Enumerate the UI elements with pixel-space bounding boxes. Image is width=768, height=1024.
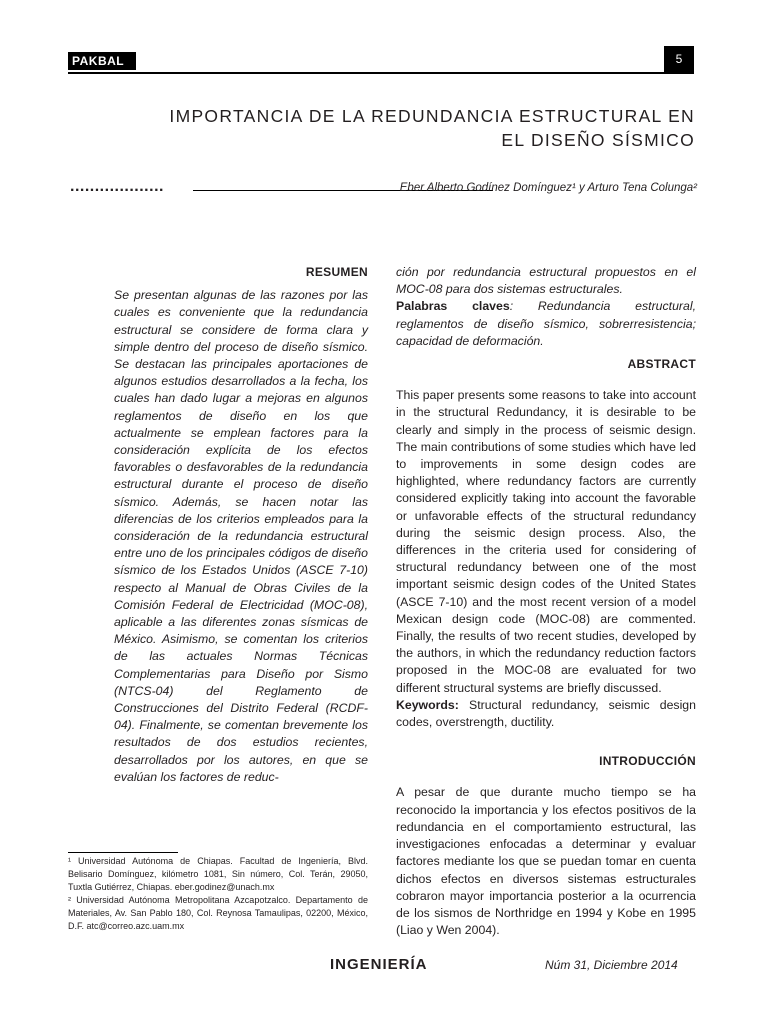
footnote-2: ² Universidad Autónoma Metropolitana Azcapotzalco. Departamento de Materiales, Av. San Pablo 180, Col. Reynosa Tamaulipas, 02200, México, D.F. atc@correo.azc.uam.mx (68, 895, 368, 931)
introduccion-heading: INTRODUCCIÓN (599, 754, 696, 769)
introduccion-text: A pesar de que durante mucho tiempo se ha reconocido la importancia y los efectos positivos de la redundancia en el comportamiento estructural, las investigaciones enfocadas a determinar y evaluar factores mediante los que se puedan tomar en cuenta dichos efectos en diversos sistemas estructurales cobraron mayor importancia posterior a la ocurrencia de los sismos de Northridge en 1994 y Kobe en 1995 (Liao y Wen 2004). (396, 785, 696, 938)
journal-logo: PAKBAL (68, 52, 136, 70)
page-number: 5 (664, 46, 694, 72)
palabras-claves (396, 298, 696, 350)
footnote-rule (68, 852, 178, 853)
footer-issue: Núm 31, Diciembre 2014 (545, 958, 678, 972)
abstract-text: This paper presents some reasons to take into account in the structural Redundancy, it is desirable to be clearly and simply in the process of seismic design. The main contributions of some studies which have led to improvements in some design codes are highlighted, where redundancy factors are currently considered explicitly taking into account the favorable or unfavorable effects of the structural redundancy during the seismic design process. Also, the differences in the criteria used for considering of structural redundancy between one of the most important seismic design codes of the United States (ASCE 7-10) and the most recent version of a model Mexican design code (MOC-08) are commented. Finally, the results of two recent studies, developed by the authors, in which the redundancy reduction factors proposed in the MOC-08 are evaluated for two different structural systems are briefly discussed. (396, 388, 696, 695)
keywords (396, 697, 696, 731)
right-column (396, 264, 696, 939)
author-line: Eber Alberto Godínez Domínguez¹ y Arturo Tena Colunga² (399, 182, 697, 194)
abstract-heading: ABSTRACT (627, 357, 696, 372)
decorative-dots: ................... (70, 178, 164, 195)
footnotes (68, 855, 368, 933)
left-column (114, 264, 368, 786)
article-title: IMPORTANCIA DE LA REDUNDANCIA ESTRUCTURAL EN EL DISEÑO SÍSMICO (169, 106, 695, 150)
footnote-1: ¹ Universidad Autónoma de Chiapas. Facultad de Ingeniería, Blvd. Belisario Domínguez, kilómetro 1081, Sin número, Col. Terán, 29050, Tuxtla Gutiérrez, Chiapas. eber.godinez@unach.mx (68, 856, 368, 892)
footer-journal: INGENIERÍA (330, 956, 428, 973)
resumen-continuation: ción por redundancia estructural propuestos en el MOC-08 para dos sistemas estructurales. (396, 265, 696, 297)
palabras-claves-label: Palabras claves (396, 299, 510, 314)
keywords-label: Keywords: (396, 697, 459, 712)
header-rule (68, 52, 694, 74)
keywords-text: Structural redundancy, seismic design codes, overstrength, ductility. (396, 697, 696, 730)
resumen-heading: RESUMEN (305, 265, 368, 279)
palabras-claves-text: : Redundancia estructural, reglamentos de diseño sísmico, sobrerresistencia; capacidad de deformación. (396, 299, 696, 348)
resumen-text: Se presentan algunas de las razones por las cuales es conveniente que la redundancia estructural se considere de forma clara y simple dentro del proceso de diseño sísmico. Se destacan las principales aportaciones de algunos estudios desarrollados a la fecha, los cuales han dado lugar a mejoras en algunos reglamentos de diseño en los que actualmente se emplean factores para la consideración explícita de los efectos favorables o desfavorables de la redundancia estructural durante el proceso de diseño sísmico. Además, se hacen notar las diferencias de los criterios empleados para la consideración de la redundancia estructural entre uno de los principales códigos de diseño sísmico de los Estados Unidos (ASCE 7-10) respecto al Manual de Obras Civiles de la Comisión Federal de Electricidad (MOC-08), aplicable a las diferentes zonas sísmicas de México. Asimismo, se comentan los criterios de las actuales Normas Técnicas Complementarias para Diseño por Sismo (NTCS-04) del Reglamento de Construcciones del Distrito Federal (RCDF-04). Finalmente, se comentan brevemente los resultados de dos estudios recientes, desarrollados por los autores, en que se evalúan los factores de reduc- (114, 288, 368, 784)
